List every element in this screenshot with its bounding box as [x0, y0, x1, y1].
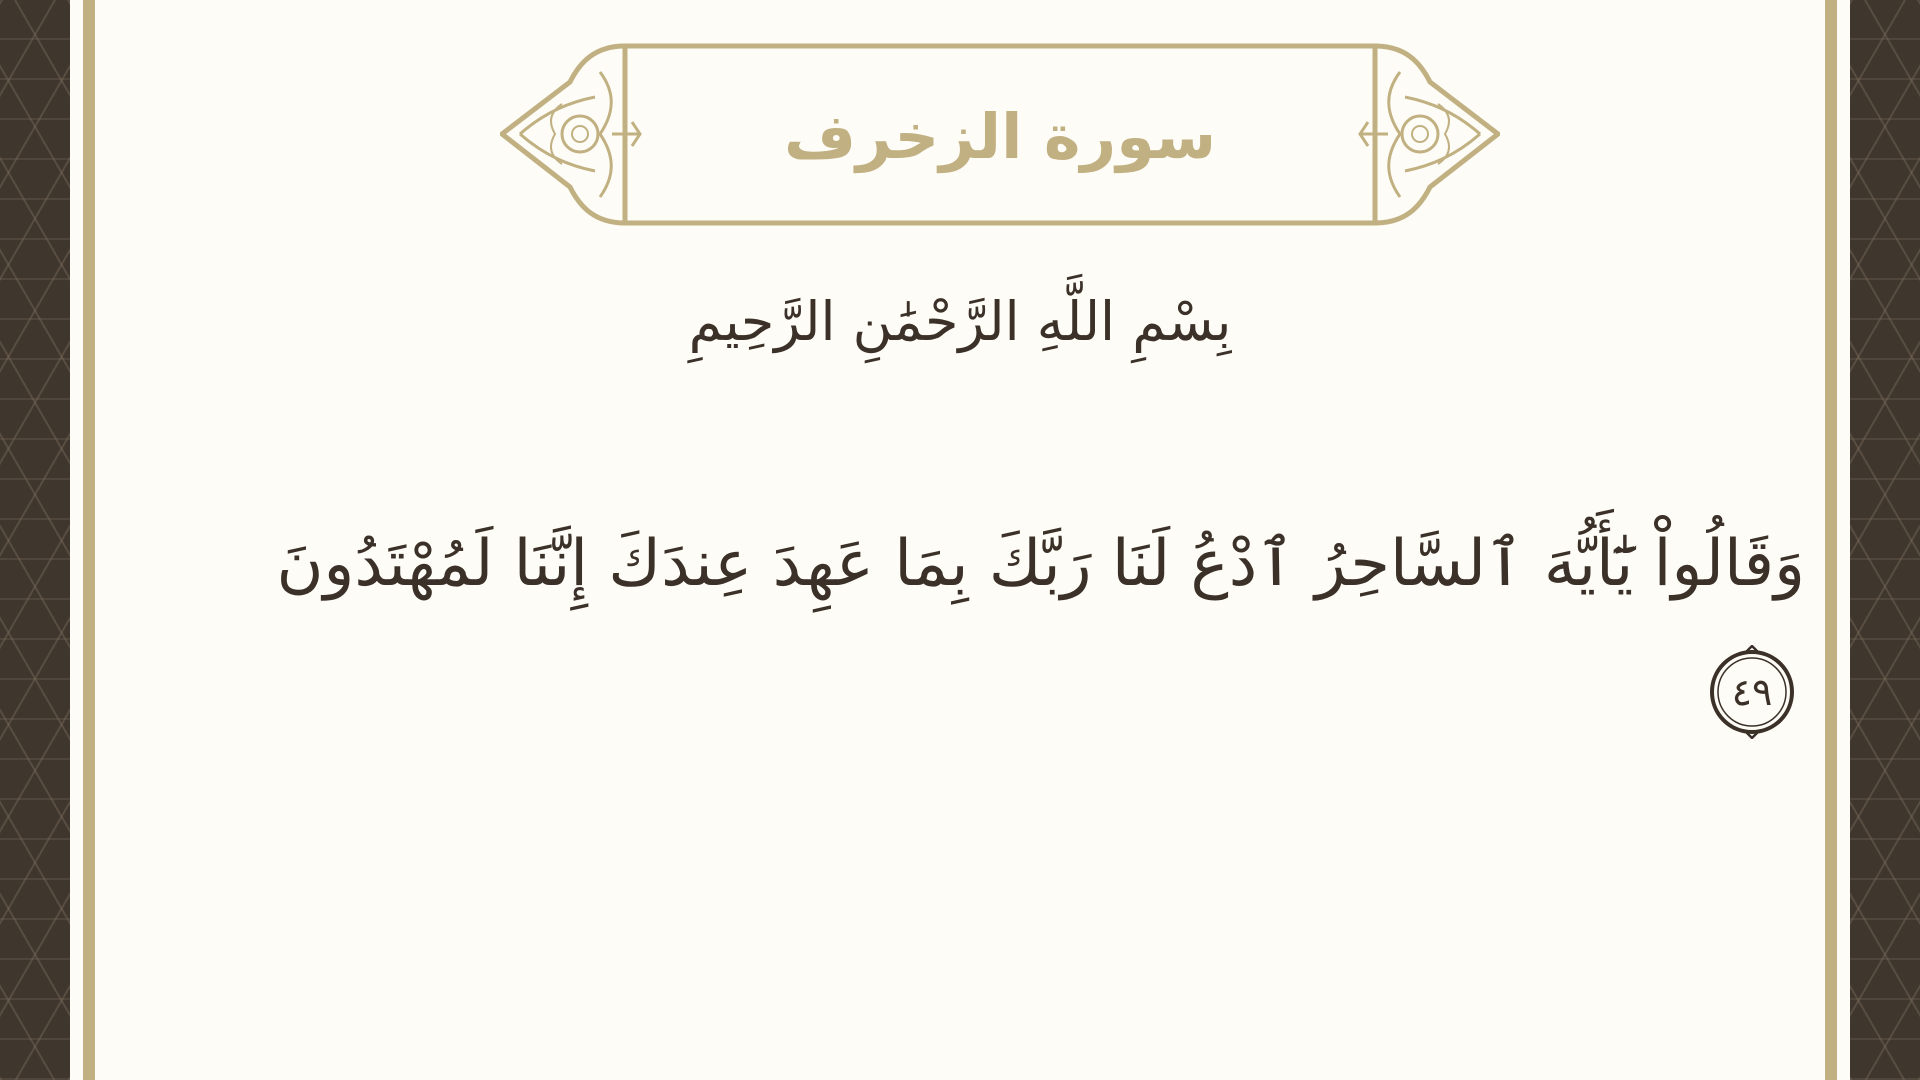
left-gold-rail — [83, 0, 95, 1080]
verse-text: وَقَالُواْ يَٰٓأَيُّهَ ٱلسَّاحِرُ ٱدْعُ لَنَا رَبَّكَ بِمَا عَهِدَ عِندَكَ إِنَّنَا لَمُهْتَدُونَ — [276, 527, 1805, 601]
left-inner-gap — [70, 0, 83, 1080]
right-ornamental-border — [1850, 0, 1920, 1080]
right-inner-gap — [1837, 0, 1850, 1080]
right-gold-rail — [1825, 0, 1837, 1080]
left-ornamental-border — [0, 0, 70, 1080]
page-panel — [70, 0, 1850, 1080]
ayah-number: ٤٩ — [1731, 670, 1773, 714]
surah-title-frame — [500, 42, 1500, 227]
surah-title: سورة الزخرف — [783, 100, 1217, 173]
basmala-text: بِسْمِ اللَّهِ الرَّحْمَٰنِ الرَّحِيمِ — [688, 290, 1232, 353]
ayah-number-marker — [1707, 645, 1797, 739]
